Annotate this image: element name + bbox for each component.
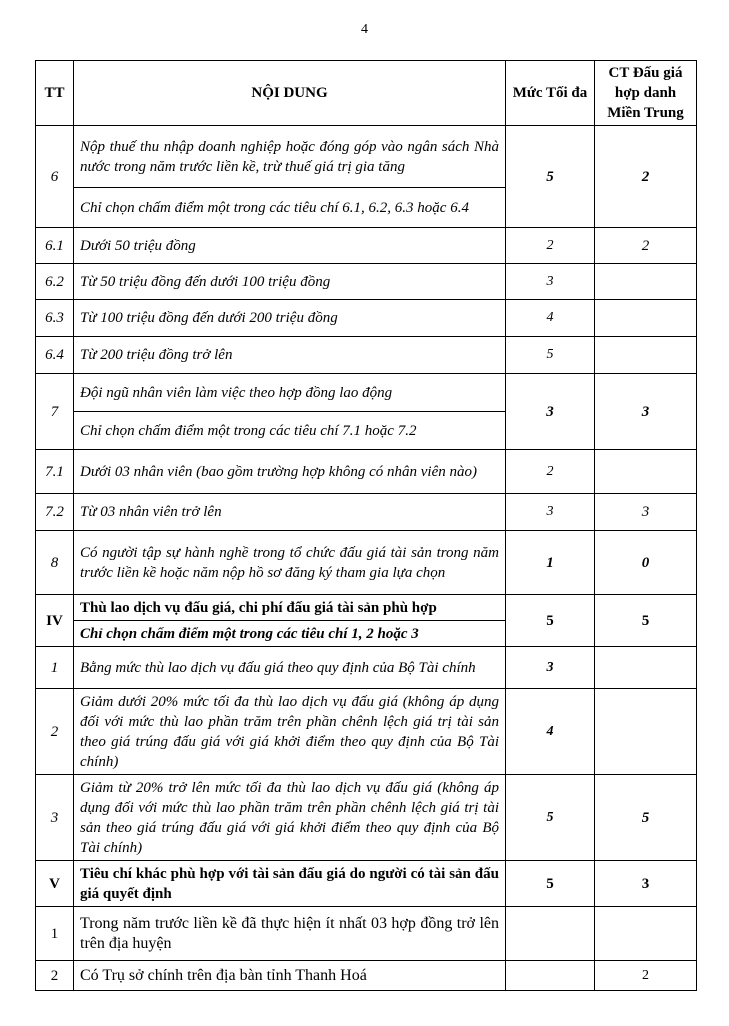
table-row	[36, 300, 697, 337]
row-max: 4	[506, 689, 595, 775]
table-row	[36, 337, 697, 374]
table-row	[36, 374, 697, 412]
row-score: 2	[595, 126, 697, 228]
row-max: 5	[506, 595, 595, 647]
row-content: Từ 200 triệu đồng trở lên	[74, 337, 506, 374]
row-content: Có Trụ sở chính trên địa bàn tỉnh Thanh Hoá	[74, 961, 506, 991]
table-row	[36, 494, 697, 531]
row-tt: 6.4	[36, 337, 74, 374]
header-max: Mức Tối đa	[506, 61, 595, 126]
row-max	[506, 961, 595, 991]
row-content: Từ 100 triệu đồng đến dưới 200 triệu đồng	[74, 300, 506, 337]
table-row	[36, 126, 697, 188]
row-score: 5	[595, 595, 697, 647]
row-tt: 8	[36, 531, 74, 595]
row-tt: 1	[36, 907, 74, 961]
row-max: 5	[506, 775, 595, 861]
row-tt: IV	[36, 595, 74, 647]
row-max: 2	[506, 450, 595, 494]
row-max: 3	[506, 647, 595, 689]
row-content: Có người tập sự hành nghề trong tổ chức đấu giá tài sản trong năm trước liền kề hoặc năm nộp hồ sơ đăng ký tham gia lựa chọn	[74, 531, 506, 595]
row-score: 2	[595, 228, 697, 264]
row-tt: 6.3	[36, 300, 74, 337]
row-content: Dưới 03 nhân viên (bao gồm trường hợp không có nhân viên nào)	[74, 450, 506, 494]
row-score	[595, 450, 697, 494]
row-content: Đội ngũ nhân viên làm việc theo hợp đồng lao động	[74, 374, 506, 412]
row-content: Giảm từ 20% trở lên mức tối đa thù lao dịch vụ đấu giá (không áp dụng đối với mức thù lao phần trăm trên phần chênh lệch giá trị tài sản theo giá trúng đấu giá với giá khởi điểm theo quy định của Bộ Tài chính)	[74, 775, 506, 861]
row-max: 5	[506, 861, 595, 907]
scoring-table	[35, 60, 697, 991]
table-row	[36, 689, 697, 775]
row-score: 3	[595, 374, 697, 450]
row-score: 2	[595, 961, 697, 991]
row-tt: 6.2	[36, 264, 74, 300]
row-content-note: Chỉ chọn chấm điểm một trong các tiêu chí 7.1 hoặc 7.2	[74, 412, 506, 450]
row-content-note: Chỉ chọn chấm điểm một trong các tiêu chí 1, 2 hoặc 3	[74, 621, 506, 647]
row-content: Trong năm trước liền kề đã thực hiện ít nhất 03 hợp đồng trở lên trên địa huyện	[74, 907, 506, 961]
table-row	[36, 907, 697, 961]
row-score: 3	[595, 861, 697, 907]
table-row	[36, 647, 697, 689]
row-max: 4	[506, 300, 595, 337]
table-row	[36, 961, 697, 991]
table-row	[36, 595, 697, 621]
table-row	[36, 531, 697, 595]
header-company: CT Đấu giá hợp danh Miền Trung	[595, 61, 697, 126]
row-score	[595, 689, 697, 775]
row-max: 2	[506, 228, 595, 264]
row-tt: 6	[36, 126, 74, 228]
table-row	[36, 450, 697, 494]
row-content: Từ 50 triệu đồng đến dưới 100 triệu đồng	[74, 264, 506, 300]
table-row	[36, 861, 697, 907]
header-content: NỘI DUNG	[74, 61, 506, 126]
row-score	[595, 300, 697, 337]
row-max: 5	[506, 126, 595, 228]
row-score	[595, 907, 697, 961]
row-max: 5	[506, 337, 595, 374]
row-content: Bằng mức thù lao dịch vụ đấu giá theo quy định của Bộ Tài chính	[74, 647, 506, 689]
page-number: 4	[361, 22, 368, 37]
table-row	[36, 228, 697, 264]
row-score	[595, 647, 697, 689]
row-max: 3	[506, 264, 595, 300]
row-score	[595, 264, 697, 300]
table-row	[36, 775, 697, 861]
row-tt: 2	[36, 961, 74, 991]
row-score	[595, 337, 697, 374]
row-tt: V	[36, 861, 74, 907]
table-row	[36, 264, 697, 300]
row-max	[506, 907, 595, 961]
row-score: 5	[595, 775, 697, 861]
row-score: 3	[595, 494, 697, 531]
row-tt: 6.1	[36, 228, 74, 264]
section-title: Thù lao dịch vụ đấu giá, chi phí đấu giá tài sản phù hợp	[74, 595, 506, 621]
row-tt: 1	[36, 647, 74, 689]
row-content: Từ 03 nhân viên trở lên	[74, 494, 506, 531]
row-score: 0	[595, 531, 697, 595]
table-header-row	[36, 61, 697, 126]
row-tt: 3	[36, 775, 74, 861]
row-content: Dưới 50 triệu đồng	[74, 228, 506, 264]
header-tt: TT	[36, 61, 74, 126]
row-max: 1	[506, 531, 595, 595]
row-content: Giảm dưới 20% mức tối đa thù lao dịch vụ đấu giá (không áp dụng đối với mức thù lao phần trăm trên phần chênh lệch giá trị tài sản theo giá trúng đấu giá với giá khởi điểm theo quy định của Bộ Tài chính)	[74, 689, 506, 775]
row-tt: 7.1	[36, 450, 74, 494]
row-max: 3	[506, 374, 595, 450]
section-title: Tiêu chí khác phù hợp với tài sản đấu giá do người có tài sản đấu giá quyết định	[74, 861, 506, 907]
row-tt: 7	[36, 374, 74, 450]
row-tt: 2	[36, 689, 74, 775]
row-content: Nộp thuế thu nhập doanh nghiệp hoặc đóng góp vào ngân sách Nhà nước trong năm trước liền kề, trừ thuế giá trị gia tăng	[74, 126, 506, 188]
row-max: 3	[506, 494, 595, 531]
row-tt: 7.2	[36, 494, 74, 531]
row-content-note: Chỉ chọn chấm điểm một trong các tiêu chí 6.1, 6.2, 6.3 hoặc 6.4	[74, 188, 506, 228]
